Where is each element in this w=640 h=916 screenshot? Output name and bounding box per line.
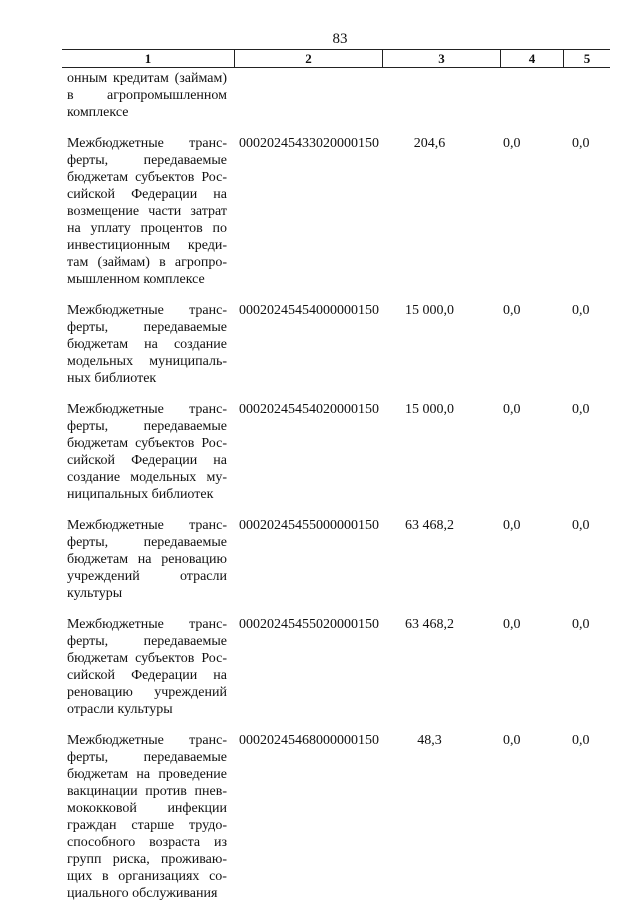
description-line: Межбюджетные транс- (67, 136, 227, 151)
table-body (67, 70, 590, 916)
description-line: отрасли культуры (67, 702, 173, 717)
description-line: ферты, передаваемые (67, 320, 227, 335)
description-line: комплексе (67, 105, 129, 120)
description-line: щих в организациях со- (67, 869, 227, 884)
budget-code: 00020245433020000150 (239, 136, 379, 151)
value-col5: 0,0 (572, 518, 590, 533)
description-line: ферты, передаваемые (67, 419, 227, 434)
value-col3: 63 468,2 (405, 617, 454, 632)
value-col4: 0,0 (503, 402, 521, 417)
table-row (67, 517, 590, 602)
description-line: бюджетам на реновацию (67, 552, 227, 567)
value-col3: 204,6 (413, 136, 446, 151)
column-header-5: 5 (563, 50, 610, 67)
value-col3: 48,3 (417, 733, 442, 748)
table-row (67, 732, 590, 902)
budget-code: 00020245454020000150 (239, 402, 379, 417)
row-description (67, 70, 227, 121)
description-line: циального обслуживания (67, 886, 218, 901)
description-line: Межбюджетные транс- (67, 617, 227, 632)
description-line: там (займам) в агропро- (67, 255, 227, 270)
description-line: онным кредитам (займам) (67, 71, 227, 86)
budget-code: 00020245455020000150 (239, 617, 379, 632)
column-header-1: 1 (144, 51, 152, 66)
description-line: групп риска, проживаю- (67, 852, 227, 867)
value-col5: 0,0 (572, 733, 590, 748)
table-row (67, 401, 590, 503)
row-description (67, 135, 227, 288)
table-row (67, 616, 590, 718)
description-line: способного возраста из (67, 835, 227, 850)
column-header-2: 2 (234, 50, 382, 67)
description-line: ферты, передаваемые (67, 634, 227, 649)
row-description (67, 732, 227, 902)
description-line: бюджетам субъектов Рос- (67, 651, 227, 666)
value-col4: 0,0 (503, 303, 521, 318)
value-col4: 0,0 (503, 733, 521, 748)
value-col5: 0,0 (572, 617, 590, 632)
value-col3: 15 000,0 (405, 402, 454, 417)
description-line: ферты, передаваемые (67, 750, 227, 765)
value-col3: 15 000,0 (405, 303, 454, 318)
value-col4: 0,0 (503, 617, 521, 632)
description-line: Межбюджетные транс- (67, 518, 227, 533)
description-line: модельных муниципаль- (67, 354, 227, 369)
description-line: в агропромышленном (67, 88, 227, 103)
description-line: сийской Федерации на (67, 668, 227, 683)
row-description (67, 302, 227, 387)
column-header-4: 4 (500, 50, 563, 67)
description-line: возмещение части затрат (67, 204, 227, 219)
description-line: ниципальных библиотек (67, 487, 214, 502)
description-line: сийской Федерации на (67, 187, 227, 202)
description-line: создание модельных му- (67, 470, 227, 485)
value-col3: 63 468,2 (405, 518, 454, 533)
description-line: бюджетам субъектов Рос- (67, 170, 227, 185)
description-line: бюджетам на проведение (67, 767, 227, 782)
description-line: мышленном комплексе (67, 272, 205, 287)
table-header (62, 49, 610, 68)
value-col5: 0,0 (572, 136, 590, 151)
description-line: ферты, передаваемые (67, 153, 227, 168)
description-line: Межбюджетные транс- (67, 402, 227, 417)
row-description (67, 517, 227, 602)
row-description (67, 616, 227, 718)
description-line: на уплату процентов по (67, 221, 227, 236)
description-line: ных библиотек (67, 371, 157, 386)
value-col5: 0,0 (572, 303, 590, 318)
budget-code: 00020245468000000150 (239, 733, 379, 748)
description-line: реновацию учреждений (67, 685, 227, 700)
page-number: 83 (332, 31, 348, 47)
description-line: бюджетам субъектов Рос- (67, 436, 227, 451)
table-row (67, 302, 590, 387)
table-row (67, 70, 227, 121)
description-line: учреждений отрасли (67, 569, 227, 584)
description-line: Межбюджетные транс- (67, 733, 227, 748)
column-header-3: 3 (382, 50, 500, 67)
budget-code: 00020245454000000150 (239, 303, 379, 318)
description-line: бюджетам на создание (67, 337, 227, 352)
description-line: инвестиционным креди- (67, 238, 227, 253)
description-line: вакцинации против пнев- (67, 784, 227, 799)
budget-code: 00020245455000000150 (239, 518, 379, 533)
value-col4: 0,0 (503, 518, 521, 533)
description-line: ферты, передаваемые (67, 535, 227, 550)
description-line: культуры (67, 586, 123, 601)
description-line: граждан старше трудо- (67, 818, 227, 833)
description-line: Межбюджетные транс- (67, 303, 227, 318)
table-row (67, 135, 590, 288)
value-col4: 0,0 (503, 136, 521, 151)
value-col5: 0,0 (572, 402, 590, 417)
row-description (67, 401, 227, 503)
description-line: мококковой инфекции (67, 801, 227, 816)
description-line: сийской Федерации на (67, 453, 227, 468)
